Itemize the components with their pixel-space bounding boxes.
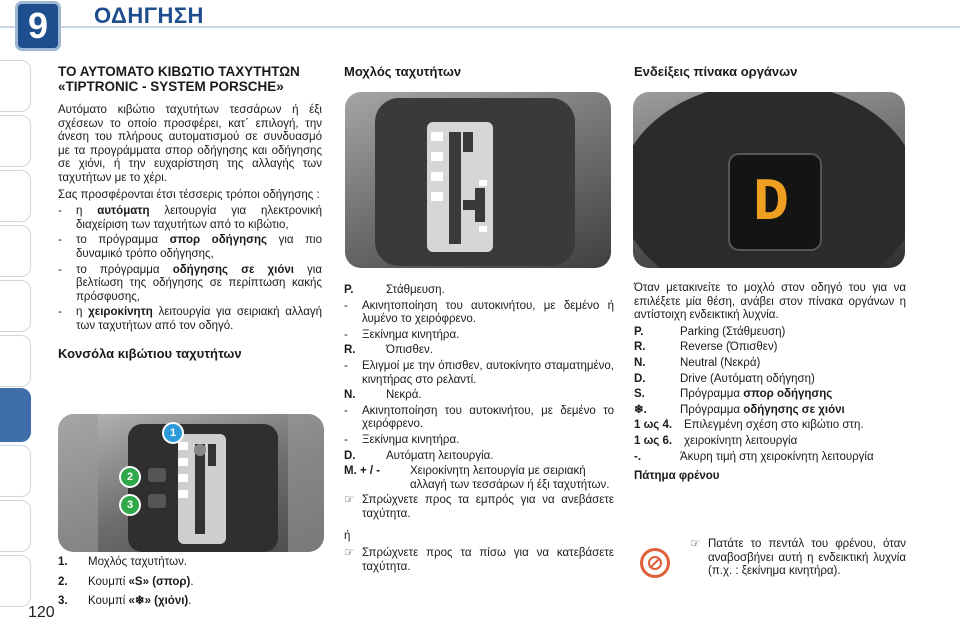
modes-list — [58, 205, 322, 333]
intro-paragraph: Αυτόματο κιβώτιο ταχυτήτων τεσσάρων ή έξι σχέσεων το οποίο προσφέρει, κατ΄ επιλογή, την άνεση του πλήρους αυτοματισμού σε συνδυασμό με τα προγράμματα σπορ οδήγησης και οδήγησης σε χιόνι, ή την ευχαρίστηση της αλλαγής των ταχυτήτων με το χέρι. — [58, 104, 322, 184]
legend-item — [58, 556, 324, 570]
or-separator: ή — [344, 529, 351, 542]
modes-intro: Σας προσφέρονται έτσι τέσσερις τρόποι οδήγησης : — [58, 188, 320, 201]
chapter-tab-3[interactable] — [0, 170, 31, 222]
indicator-desc — [680, 404, 906, 418]
gear-detail — [344, 329, 614, 343]
marker-3-icon: 3 — [121, 496, 139, 514]
legend-post: . — [190, 575, 194, 588]
indicator-bold: σπορ οδήγησης — [743, 388, 833, 401]
indicator-item — [634, 357, 906, 371]
marker-1-icon: 1 — [164, 424, 182, 442]
gear-detail — [344, 360, 614, 387]
chapter-tab-10[interactable] — [0, 555, 31, 607]
legend-post: . — [188, 595, 192, 608]
bullet-dash: - — [58, 263, 62, 276]
indicator-pre: Πρόγραμμα — [680, 388, 744, 401]
indicator-key: D. — [634, 372, 646, 385]
indicator-desc — [680, 326, 906, 340]
gear-desc: Χειροκίνητη λειτουργία με σειριακή αλλαγή των τεσσάρων ή έξι ταχυτήτων. — [410, 465, 610, 491]
indicator-pre: Άκυρη τιμή στη χειροκίνητη λειτουργία — [680, 450, 874, 463]
gear-detail — [344, 434, 614, 448]
console-heading: Κονσόλα κιβώτιου ταχυτήτων — [58, 345, 242, 361]
legend-item — [58, 595, 324, 609]
chapter-tab-8[interactable] — [0, 445, 31, 497]
gear-position — [344, 450, 614, 464]
legend-pre: Μοχλός ταχυτήτων. — [88, 556, 188, 568]
bullet-marker: - — [344, 404, 348, 417]
legend-text — [88, 595, 191, 609]
indicator-desc — [684, 435, 906, 449]
instrument-intro: Όταν μετακινείτε το μοχλό στον οδηγό του για να επιλέξετε μία θέση, ανάβει στον πίνακα οργάνων η αντίστοιχη ενδεικτική λυχνία. — [634, 282, 906, 322]
console-photo — [58, 414, 324, 552]
gear-detail-text: Ακινητοποίηση του αυτοκινήτου, με δεμένο ή λυμένο το χειρόφρενο. — [362, 299, 614, 326]
instrument-panel-photo — [633, 92, 905, 268]
page-number: 120 — [28, 604, 55, 621]
gear-detail — [344, 494, 614, 521]
chapter-tab-active[interactable] — [0, 388, 31, 442]
gear-lever-photo — [345, 92, 611, 268]
indicator-key: S. — [634, 388, 645, 401]
chapter-tab-6[interactable] — [0, 335, 31, 387]
column-1 — [58, 64, 322, 361]
mode-pre: η — [76, 306, 89, 319]
column-3-heading-wrap — [634, 64, 797, 79]
legend-item — [58, 576, 324, 590]
chapter-tab-2[interactable] — [0, 115, 31, 167]
indicator-pre: χειροκίνητη λειτουργία — [684, 434, 798, 447]
mode-bold: οδήγησης σε χιόνι — [172, 263, 294, 276]
bullet-dash: - — [58, 205, 62, 218]
indicator-pre: Drive (Αυτόματη οδήγηση) — [680, 372, 815, 385]
indicator-desc — [680, 451, 906, 465]
bullet-marker: - — [344, 433, 348, 446]
indicator-item — [634, 435, 906, 449]
legend-text — [88, 576, 194, 590]
indicator-pre: Reverse (Όπισθεν) — [680, 341, 778, 354]
indicator-item — [634, 388, 906, 402]
console-legend — [58, 556, 324, 615]
indicator-desc — [680, 388, 906, 402]
chapter-badge: 9 — [18, 4, 58, 48]
gear-desc: Στάθμευση. — [386, 284, 445, 296]
mode-post: λειτουργία για σειριακή αλλαγή των ταχυτήτων από τον οδηγό. — [76, 306, 322, 332]
gear-detail-text: Σπρώχνετε προς τα εμπρός για να ανεβάσετε ταχύτητα. — [362, 494, 614, 520]
indicator-pre: Επιλεγμένη σχέση στο κιβώτιο στη. — [684, 419, 864, 432]
legend-number: 2. — [58, 575, 68, 588]
gear-positions-list — [344, 284, 614, 576]
marker-2-icon: 2 — [121, 468, 139, 486]
bullet-dash: - — [58, 234, 62, 247]
gear-key: M. + / - — [344, 465, 381, 478]
legend-pre: Κουμπί — [88, 595, 129, 608]
mode-item — [58, 205, 322, 232]
indicator-key: -. — [634, 450, 642, 463]
gear-detail-text: Ελιγμοί με την όπισθεν, αυτοκίνητο σταματημένο, κινητήρας στο ρελαντί. — [362, 359, 614, 386]
mode-post: λειτουργία για ηλεκτρονική διαχείριση των ταχυτήτων από το κιβώτιο, — [76, 205, 323, 231]
console-illustration — [58, 414, 324, 552]
indicator-bold: οδήγησης σε χιόνι — [743, 403, 845, 416]
indicator-item — [634, 451, 906, 465]
gear-desc: Αυτόματη λειτουργία. — [386, 449, 494, 462]
mode-item — [58, 306, 322, 333]
gear-detail-text: Ξεκίνημα κινητήρα. — [362, 328, 460, 341]
gear-key: D. — [344, 449, 356, 462]
mode-post: για βελτίωση της οδήγησης σε περίπτωση κακής πρόσφυσης, — [76, 263, 322, 303]
mode-pre: το πρόγραμμα — [76, 234, 170, 247]
display-letter: D — [753, 170, 790, 238]
gear-position — [344, 344, 614, 358]
gear-key: P. — [344, 284, 354, 296]
mode-text — [76, 264, 322, 305]
gear-position — [344, 465, 614, 492]
brake-heading: Πάτημα φρένου — [634, 470, 720, 483]
gear-detail — [344, 405, 614, 432]
gear-detail-text: Ξεκίνημα κινητήρα. — [362, 433, 460, 446]
indicator-item — [634, 341, 906, 355]
indicator-key: N. — [634, 356, 646, 369]
bullet-marker: - — [344, 299, 348, 312]
gear-lever-heading: Μοχλός ταχυτήτων — [344, 64, 462, 79]
bullet-marker: ☞ — [344, 547, 355, 560]
instrument-heading: Ενδείξεις πίνακα οργάνων — [634, 64, 798, 79]
indicator-desc — [680, 373, 906, 387]
bullet-marker: ☞ — [344, 494, 355, 507]
legend-bold: «S» (σπορ) — [128, 575, 191, 588]
indicator-desc — [684, 419, 906, 433]
gear-detail-text: Ακινητοποίηση του αυτοκινήτου, με δεμένο το χειρόφρενο. — [362, 404, 614, 431]
indicator-item — [634, 326, 906, 340]
indicator-key: R. — [634, 341, 646, 354]
gear-position — [344, 284, 614, 298]
gear-lever-illustration — [345, 92, 611, 268]
indicator-list — [634, 326, 906, 464]
indicator-item — [634, 419, 906, 433]
mode-pre: η — [76, 205, 98, 218]
chapter-tab-1[interactable] — [0, 60, 31, 112]
gear-key: R. — [344, 344, 356, 357]
mode-bold: σπορ οδήγησης — [169, 234, 267, 247]
indicator-pre: Πρόγραμμα — [680, 403, 744, 416]
bullet-dash: - — [58, 306, 62, 319]
gear-position — [344, 389, 614, 403]
brake-pedal-glyph — [643, 551, 667, 575]
indicator-pre: Parking (Στάθμευση) — [680, 325, 786, 338]
legend-pre: Κουμπί — [88, 575, 129, 588]
gear-detail-text: Σπρώχνετε προς τα πίσω για να κατεβάσετε ταχύτητα. — [362, 547, 614, 573]
brake-text: Πατάτε το πεντάλ του φρένου, όταν αναβοσβήνει αυτή η ενδεικτική λυχνία (π.χ. : ξεκίνημα κινητήρα). — [708, 538, 906, 578]
indicator-key: 1 ως 6. — [634, 434, 673, 447]
mode-bold: χειροκίνητη — [88, 306, 153, 319]
chapter-tab-9[interactable] — [0, 500, 31, 552]
mode-text — [76, 234, 322, 261]
legend-text — [88, 556, 187, 570]
brake-note — [690, 538, 906, 581]
legend-bold: «❄» (χιόνι) — [128, 595, 189, 608]
legend-number: 3. — [58, 595, 68, 608]
gear-desc: Όπισθεν. — [386, 344, 433, 357]
section-title: ΤΟ ΑΥΤΟΜΑΤΟ ΚΙΒΩΤΙΟ ΤΑΧΥΤΗΤΩΝ «TIPTRONIC - SYSTEM PORSCHE» — [58, 64, 300, 94]
column-3-text — [634, 282, 906, 482]
mode-text — [76, 306, 322, 333]
page-title: ΟΔΗΓΗΣΗ — [94, 3, 204, 28]
brake-pedal-warning-icon — [640, 548, 670, 578]
bullet-marker: - — [344, 359, 348, 372]
indicator-item — [634, 373, 906, 387]
indicator-key: 1 ως 4. — [634, 419, 673, 432]
indicator-pre: Neutral (Νεκρά) — [680, 356, 761, 369]
legend-number: 1. — [58, 556, 68, 568]
indicator-desc — [680, 357, 906, 371]
gear-desc: Νεκρά. — [386, 389, 422, 402]
mode-pre: το πρόγραμμα — [76, 263, 173, 276]
mode-text — [76, 205, 322, 232]
gear-detail — [344, 547, 614, 574]
indicator-key: P. — [634, 325, 644, 338]
mode-post: για πιο δυναμικό τρόπο οδήγησης, — [76, 234, 322, 260]
chapter-tab-5[interactable] — [0, 280, 31, 332]
mode-item — [58, 234, 322, 261]
mode-item — [58, 264, 322, 305]
indicator-item — [634, 404, 906, 418]
mode-bold: αυτόματη — [97, 205, 150, 218]
gear-detail — [344, 300, 614, 327]
pointer-icon: ☞ — [690, 538, 701, 550]
bullet-marker: - — [344, 328, 348, 341]
chapter-tab-4[interactable] — [0, 225, 31, 277]
column-2-heading-wrap — [344, 64, 461, 79]
gear-key: N. — [344, 389, 356, 402]
indicator-key: ❄. — [634, 403, 647, 416]
indicator-desc — [680, 341, 906, 355]
